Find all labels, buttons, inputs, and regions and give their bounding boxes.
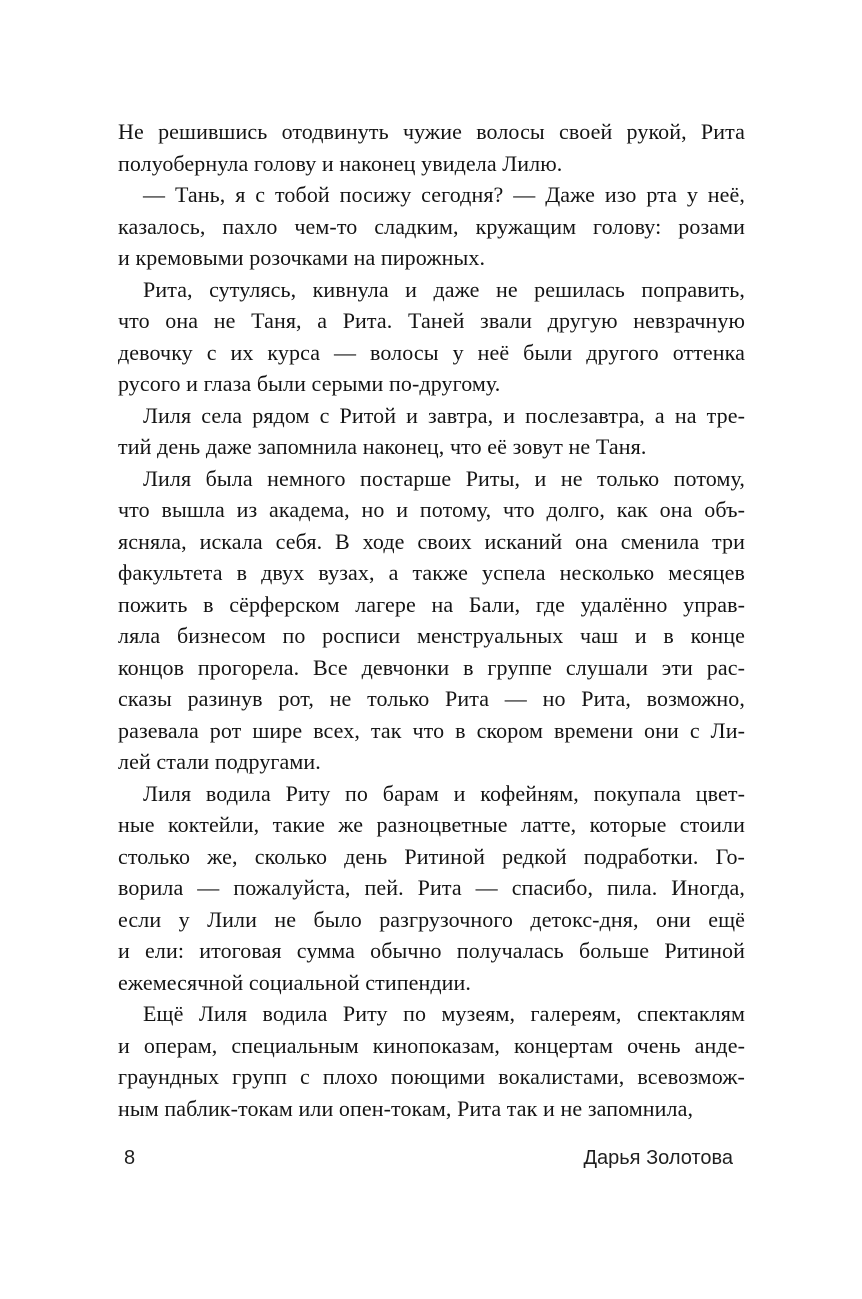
text-line: тий день даже запомнила наконец, что её зовут не Таня. [118,434,647,459]
page-footer [118,1147,745,1170]
text-line: что вышла из академа, но и потому, что долго, как она объ- [118,497,745,522]
text-line: ежемесячной социальной стипендии. [118,969,472,995]
paragraph [118,179,745,274]
text-line: казалось, пахло чем-то сладким, кружащим голову: розами [118,213,745,239]
text-line: ворила — пожалуйста, пей. Рита — спасибо, пила. Иногда, [118,875,745,900]
paragraph [118,400,745,463]
running-author: Дарья Золотова [583,1147,733,1169]
paragraph [118,116,745,179]
text-line: Рита, сутулясь, кивнула и даже не решилась поправить, [143,276,745,302]
text-line: лей стали подругами. [118,749,321,774]
text-line: ясняла, искала себя. В ходе своих исканий она сменила три [118,528,745,554]
text-line: Лиля была немного постарше Риты, и не только потому, [143,465,745,491]
paragraph [118,778,745,999]
text-line: граундных групп с плохо поющими вокалистами, всевозмож- [118,1064,745,1089]
text-line: ные коктейли, такие же разноцветные латте, которые стоили [118,812,745,837]
text-line: разевала рот шире всех, так что в скором времени они с Ли- [118,717,745,743]
page-number: 8 [124,1147,136,1169]
text-line: Лиля села рядом с Ритой и завтра, и послезавтра, а на тре- [143,402,745,428]
text-line: ным паблик-токам или опен-токам, Рита так и не запомнила, [118,1095,694,1121]
text-line: Не решившись отодвинуть чужие волосы своей рукой, Рита [118,119,745,144]
text-line: русого и глаза были серыми по-другому. [118,371,501,396]
paragraph [118,274,745,400]
text-line: если у Лили не было разгрузочного детокс-дня, они ещё [118,906,745,932]
text-line: концов прогорела. Все девчонки в группе слушали эти рас- [118,654,745,680]
text-line: что она не Таня, а Рита. Таней звали другую невзрачную [118,308,745,333]
text-line: полуобернула голову и наконец увидела Лилю. [118,150,563,176]
text-line: и операм, специальным кинопоказам, концертам очень анде- [118,1032,745,1058]
text-line: — Тань, я с тобой посижу сегодня? — Даже изо рта у неё, [143,182,745,207]
text-line: и кремовыми розочками на пирожных. [118,245,486,270]
text-line: ляла бизнесом по росписи менструальных чаш и в конце [118,623,745,648]
text-line: пожить в сёрферском лагере на Бали, где удалённо управ- [118,591,745,617]
text-line: Ещё Лиля водила Риту по музеям, галереям, спектаклям [143,1001,745,1026]
page-text [118,116,745,1124]
text-line: и ели: итоговая сумма обычно получалась больше Ритиной [118,938,745,963]
paragraph [118,998,745,1124]
text-line: столько же, сколько день Ритиной редкой подработки. Го- [118,843,745,869]
text-line: Лиля водила Риту по барам и кофейням, покупала цвет- [143,780,745,806]
text-line: факультета в двух вузах, а также успела несколько месяцев [118,560,745,585]
paragraph [118,463,745,778]
text-line: девочку с их курса — волосы у неё были другого оттенка [118,339,745,365]
text-line: сказы разинув рот, не только Рита — но Рита, возможно, [118,686,745,711]
